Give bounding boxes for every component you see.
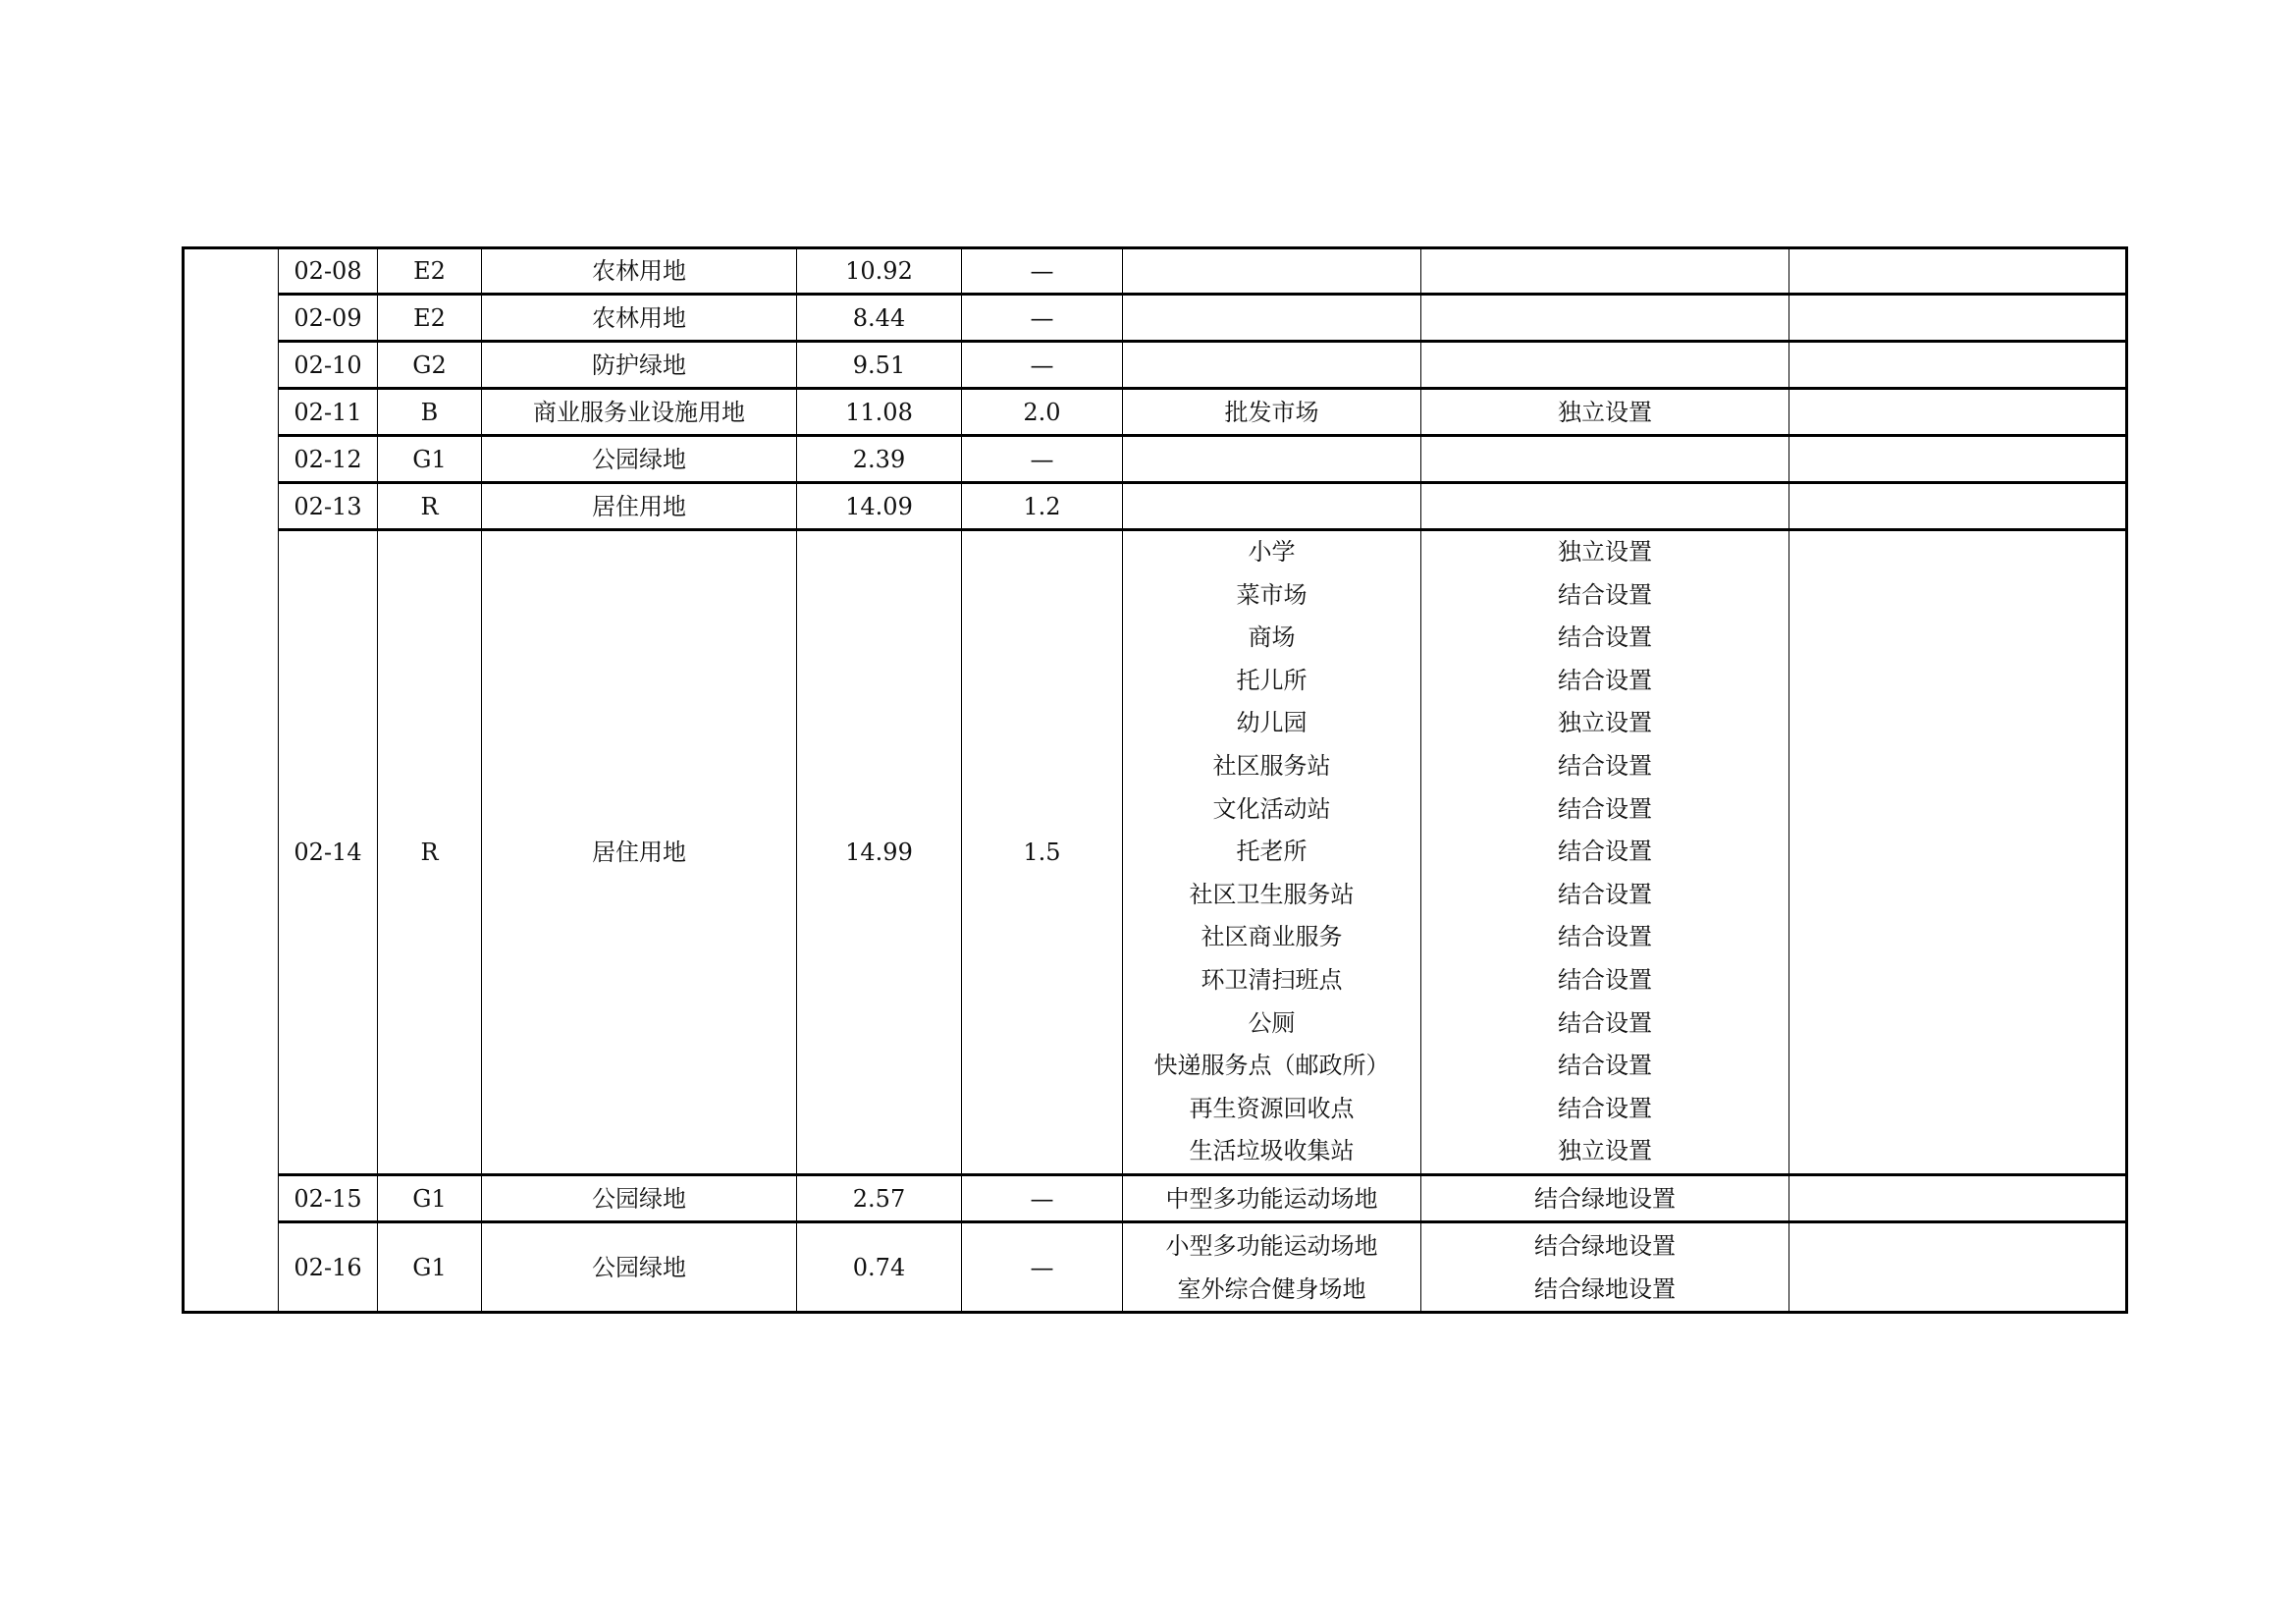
table-row [184, 1175, 2127, 1222]
facility-cell [1123, 436, 1421, 483]
setup-mode-item: 结合设置 [1558, 794, 1652, 823]
setup-mode-item: 结合设置 [1558, 580, 1652, 609]
setup-mode-item: 结合设置 [1558, 880, 1652, 908]
facility-cell [1123, 1222, 1421, 1313]
setup-mode-item: 结合设置 [1558, 623, 1652, 652]
remark-cell [1789, 248, 2127, 295]
land-code-cell: R [378, 483, 482, 530]
plot-id-cell: 02-13 [279, 483, 378, 530]
far-cell: — [962, 1175, 1123, 1222]
land-code-cell: E2 [378, 248, 482, 295]
far-cell: — [962, 436, 1123, 483]
land-code-cell: G1 [378, 436, 482, 483]
setup-mode-cell [1421, 530, 1789, 1175]
plot-id-cell: 02-10 [279, 342, 378, 389]
setup-mode-cell [1421, 1222, 1789, 1313]
facility-cell [1123, 530, 1421, 1175]
facility-item: 商场 [1248, 623, 1296, 652]
land-code-cell: G1 [378, 1175, 482, 1222]
remark-cell [1789, 530, 2127, 1175]
table-row [184, 295, 2127, 342]
group-cell [184, 248, 279, 1313]
far-cell: — [962, 342, 1123, 389]
facility-item: 快递服务点（邮政所） [1153, 1052, 1390, 1080]
far-cell: 1.2 [962, 483, 1123, 530]
setup-mode-cell: 独立设置 [1421, 389, 1789, 436]
table-row [184, 483, 2127, 530]
facility-cell [1123, 483, 1421, 530]
facility-item: 托老所 [1236, 838, 1308, 866]
land-use-table [182, 246, 2128, 1314]
facility-item: 社区服务站 [1212, 752, 1331, 781]
land-code-cell: G1 [378, 1222, 482, 1313]
plot-id-cell: 02-12 [279, 436, 378, 483]
facility-item: 文化活动站 [1212, 794, 1331, 823]
area-cell: 0.74 [797, 1222, 962, 1313]
facility-item: 室外综合健身场地 [1177, 1274, 1366, 1303]
land-use-cell: 居住用地 [482, 483, 797, 530]
facility-item: 公厕 [1248, 1008, 1296, 1037]
land-use-cell: 农林用地 [482, 295, 797, 342]
facility-cell [1123, 295, 1421, 342]
remark-cell [1789, 342, 2127, 389]
remark-cell [1789, 295, 2127, 342]
setup-mode-item: 结合设置 [1558, 1052, 1652, 1080]
area-cell: 2.39 [797, 436, 962, 483]
land-use-cell: 防护绿地 [482, 342, 797, 389]
plot-id-cell: 02-09 [279, 295, 378, 342]
remark-cell [1789, 483, 2127, 530]
setup-mode-cell [1421, 248, 1789, 295]
land-use-cell: 公园绿地 [482, 1175, 797, 1222]
table-row [184, 1222, 2127, 1313]
land-use-cell: 居住用地 [482, 530, 797, 1175]
far-cell: — [962, 1222, 1123, 1313]
plot-id-cell: 02-11 [279, 389, 378, 436]
facility-item: 社区卫生服务站 [1189, 880, 1355, 908]
area-cell: 14.99 [797, 530, 962, 1175]
remark-cell [1789, 389, 2127, 436]
area-cell: 11.08 [797, 389, 962, 436]
far-cell: — [962, 248, 1123, 295]
far-cell: — [962, 295, 1123, 342]
facility-cell [1123, 248, 1421, 295]
area-cell: 8.44 [797, 295, 962, 342]
area-cell: 2.57 [797, 1175, 962, 1222]
setup-mode-item: 结合设置 [1558, 965, 1652, 994]
remark-cell [1789, 1175, 2127, 1222]
land-use-cell: 商业服务业设施用地 [482, 389, 797, 436]
setup-mode-cell: 结合绿地设置 [1421, 1175, 1789, 1222]
setup-mode-item: 结合设置 [1558, 838, 1652, 866]
table-row [184, 389, 2127, 436]
setup-mode-item: 结合设置 [1558, 1094, 1652, 1122]
table-row [184, 436, 2127, 483]
setup-mode-item: 结合绿地设置 [1534, 1231, 1676, 1260]
setup-mode-item: 结合设置 [1558, 752, 1652, 781]
setup-mode-item: 结合设置 [1558, 1008, 1652, 1037]
facility-item: 社区商业服务 [1201, 923, 1343, 951]
land-code-cell: G2 [378, 342, 482, 389]
land-code-cell: R [378, 530, 482, 1175]
setup-mode-item: 独立设置 [1558, 709, 1652, 737]
table-body [184, 248, 2127, 1313]
plot-id-cell: 02-15 [279, 1175, 378, 1222]
area-cell: 10.92 [797, 248, 962, 295]
table-row [184, 342, 2127, 389]
facility-cell: 中型多功能运动场地 [1123, 1175, 1421, 1222]
setup-mode-item: 独立设置 [1558, 538, 1652, 567]
setup-mode-cell [1421, 342, 1789, 389]
facility-item: 幼儿园 [1236, 709, 1308, 737]
table-row [184, 530, 2127, 1175]
setup-mode-item: 独立设置 [1558, 1137, 1652, 1165]
facility-item: 环卫清扫班点 [1201, 965, 1343, 994]
facility-item: 菜市场 [1236, 580, 1308, 609]
remark-cell [1789, 436, 2127, 483]
far-cell: 1.5 [962, 530, 1123, 1175]
setup-mode-item: 结合绿地设置 [1534, 1274, 1676, 1303]
plot-id-cell: 02-14 [279, 530, 378, 1175]
setup-mode-item: 结合设置 [1558, 923, 1652, 951]
setup-mode-item: 结合设置 [1558, 666, 1652, 694]
far-cell: 2.0 [962, 389, 1123, 436]
facility-item: 再生资源回收点 [1189, 1094, 1355, 1122]
facility-item: 小学 [1248, 538, 1296, 567]
plot-id-cell: 02-16 [279, 1222, 378, 1313]
land-use-cell: 公园绿地 [482, 1222, 797, 1313]
table-row [184, 248, 2127, 295]
setup-mode-cell [1421, 483, 1789, 530]
facility-cell: 批发市场 [1123, 389, 1421, 436]
remark-cell [1789, 1222, 2127, 1313]
facility-item: 托儿所 [1236, 666, 1308, 694]
area-cell: 14.09 [797, 483, 962, 530]
setup-mode-cell [1421, 436, 1789, 483]
area-cell: 9.51 [797, 342, 962, 389]
setup-mode-cell [1421, 295, 1789, 342]
plot-id-cell: 02-08 [279, 248, 378, 295]
land-code-cell: B [378, 389, 482, 436]
land-code-cell: E2 [378, 295, 482, 342]
land-use-cell: 农林用地 [482, 248, 797, 295]
facility-item: 小型多功能运动场地 [1165, 1231, 1378, 1260]
land-use-cell: 公园绿地 [482, 436, 797, 483]
facility-item: 生活垃圾收集站 [1189, 1137, 1355, 1165]
facility-cell [1123, 342, 1421, 389]
